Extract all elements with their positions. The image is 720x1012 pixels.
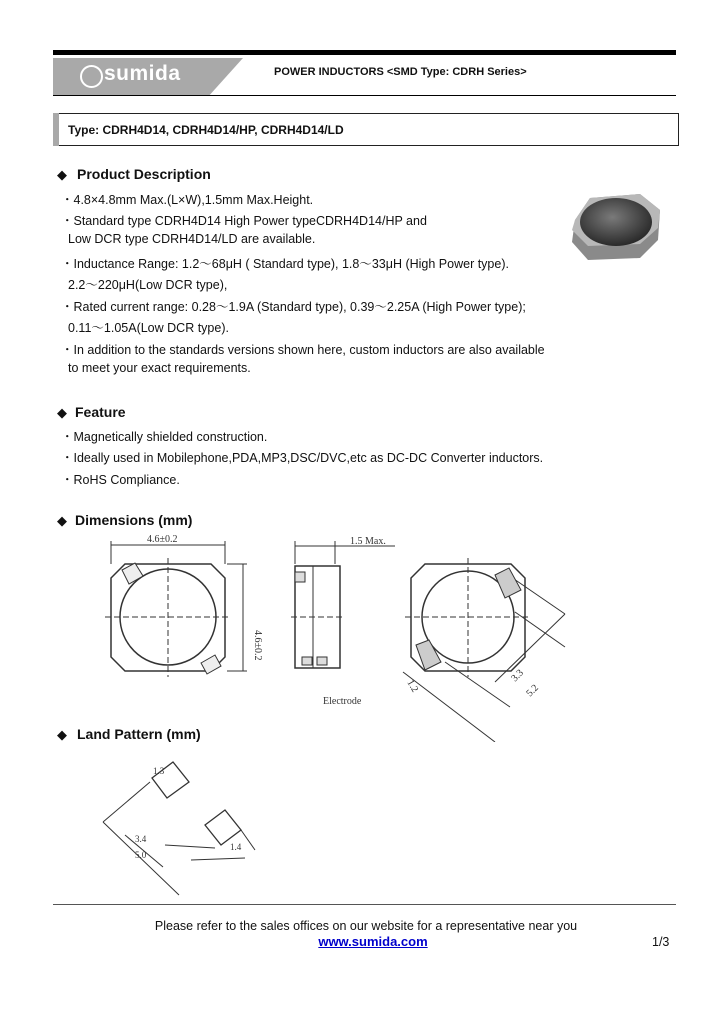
electrode-label: Electrode	[323, 696, 362, 707]
feature-title: Feature	[75, 404, 126, 420]
top-rule	[53, 50, 676, 55]
feature-line: ・Ideally used in Mobilephone,PDA,MP3,DSC/DVC,etc as DC-DC Converter inductors.	[61, 451, 544, 465]
land-pattern-title: Land Pattern (mm)	[77, 726, 201, 742]
diamond-bullet-icon: ◆	[57, 727, 67, 742]
feature-line: ・RoHS Compliance.	[61, 473, 180, 487]
website-link[interactable]: www.sumida.com	[318, 934, 428, 949]
product-description-title: Product Description	[77, 166, 211, 182]
dimensions-drawing	[95, 532, 595, 742]
land-pattern-drawing	[95, 750, 275, 900]
product-line: ・4.8×4.8mm Max.(L×W),1.5mm Max.Height.	[61, 193, 314, 207]
land-a-label: 1.3	[153, 766, 165, 776]
diamond-bullet-icon: ◆	[57, 167, 67, 182]
land-b-label: 3.4	[135, 834, 147, 844]
inductor-photo	[560, 180, 670, 270]
type-line: Type: CDRH4D14, CDRH4D14/HP, CDRH4D14/LD	[68, 123, 344, 137]
land-d-label: 1.4	[230, 842, 242, 852]
footer-rule	[53, 904, 676, 905]
product-line: 0.11～1.05A(Low DCR type).	[68, 321, 229, 335]
product-line: ・Rated current range: 0.28～1.9A (Standard type), 0.39～2.25A (High Power type);	[61, 300, 526, 314]
header-title: POWER INDUCTORS <SMD Type: CDRH Series>	[274, 66, 527, 78]
diamond-bullet-icon: ◆	[57, 405, 67, 420]
sumida-logo-icon	[80, 65, 103, 88]
product-line: to meet your exact requirements.	[68, 361, 251, 375]
diamond-bullet-icon: ◆	[57, 513, 67, 528]
dim-height-label: 4.6±0.2	[252, 630, 263, 661]
product-line: ・Inductance Range: 1.2～68μH ( Standard type), 1.8～33μH (High Power type).	[61, 257, 509, 271]
product-line: Low DCR type CDRH4D14/LD are available.	[68, 232, 316, 246]
page-number: 1/3	[652, 935, 670, 949]
footer-note: Please refer to the sales offices on our website for a representative near you	[154, 919, 578, 933]
product-line: ・Standard type CDRH4D14 High Power typeCDRH4D14/HP and	[61, 214, 427, 228]
land-c-label: 5.0	[135, 850, 147, 860]
dim-d3-label: 5.2	[524, 682, 541, 700]
header-rule	[53, 95, 676, 96]
type-box-accent	[53, 113, 59, 146]
dim-width-label: 4.6±0.2	[147, 534, 178, 545]
dim-max-height-label: 1.5 Max.	[350, 536, 386, 547]
feature-line: ・Magnetically shielded construction.	[61, 430, 268, 444]
sumida-logo-text: sumida	[104, 62, 181, 85]
dim-d1-label: 1.2	[404, 678, 421, 695]
product-line: ・In addition to the standards versions shown here, custom inductors are also available	[61, 343, 545, 357]
product-line: 2.2～220μH(Low DCR type),	[68, 278, 228, 292]
dimensions-title: Dimensions (mm)	[75, 512, 193, 528]
dim-d2-label: 3.3	[509, 667, 526, 685]
